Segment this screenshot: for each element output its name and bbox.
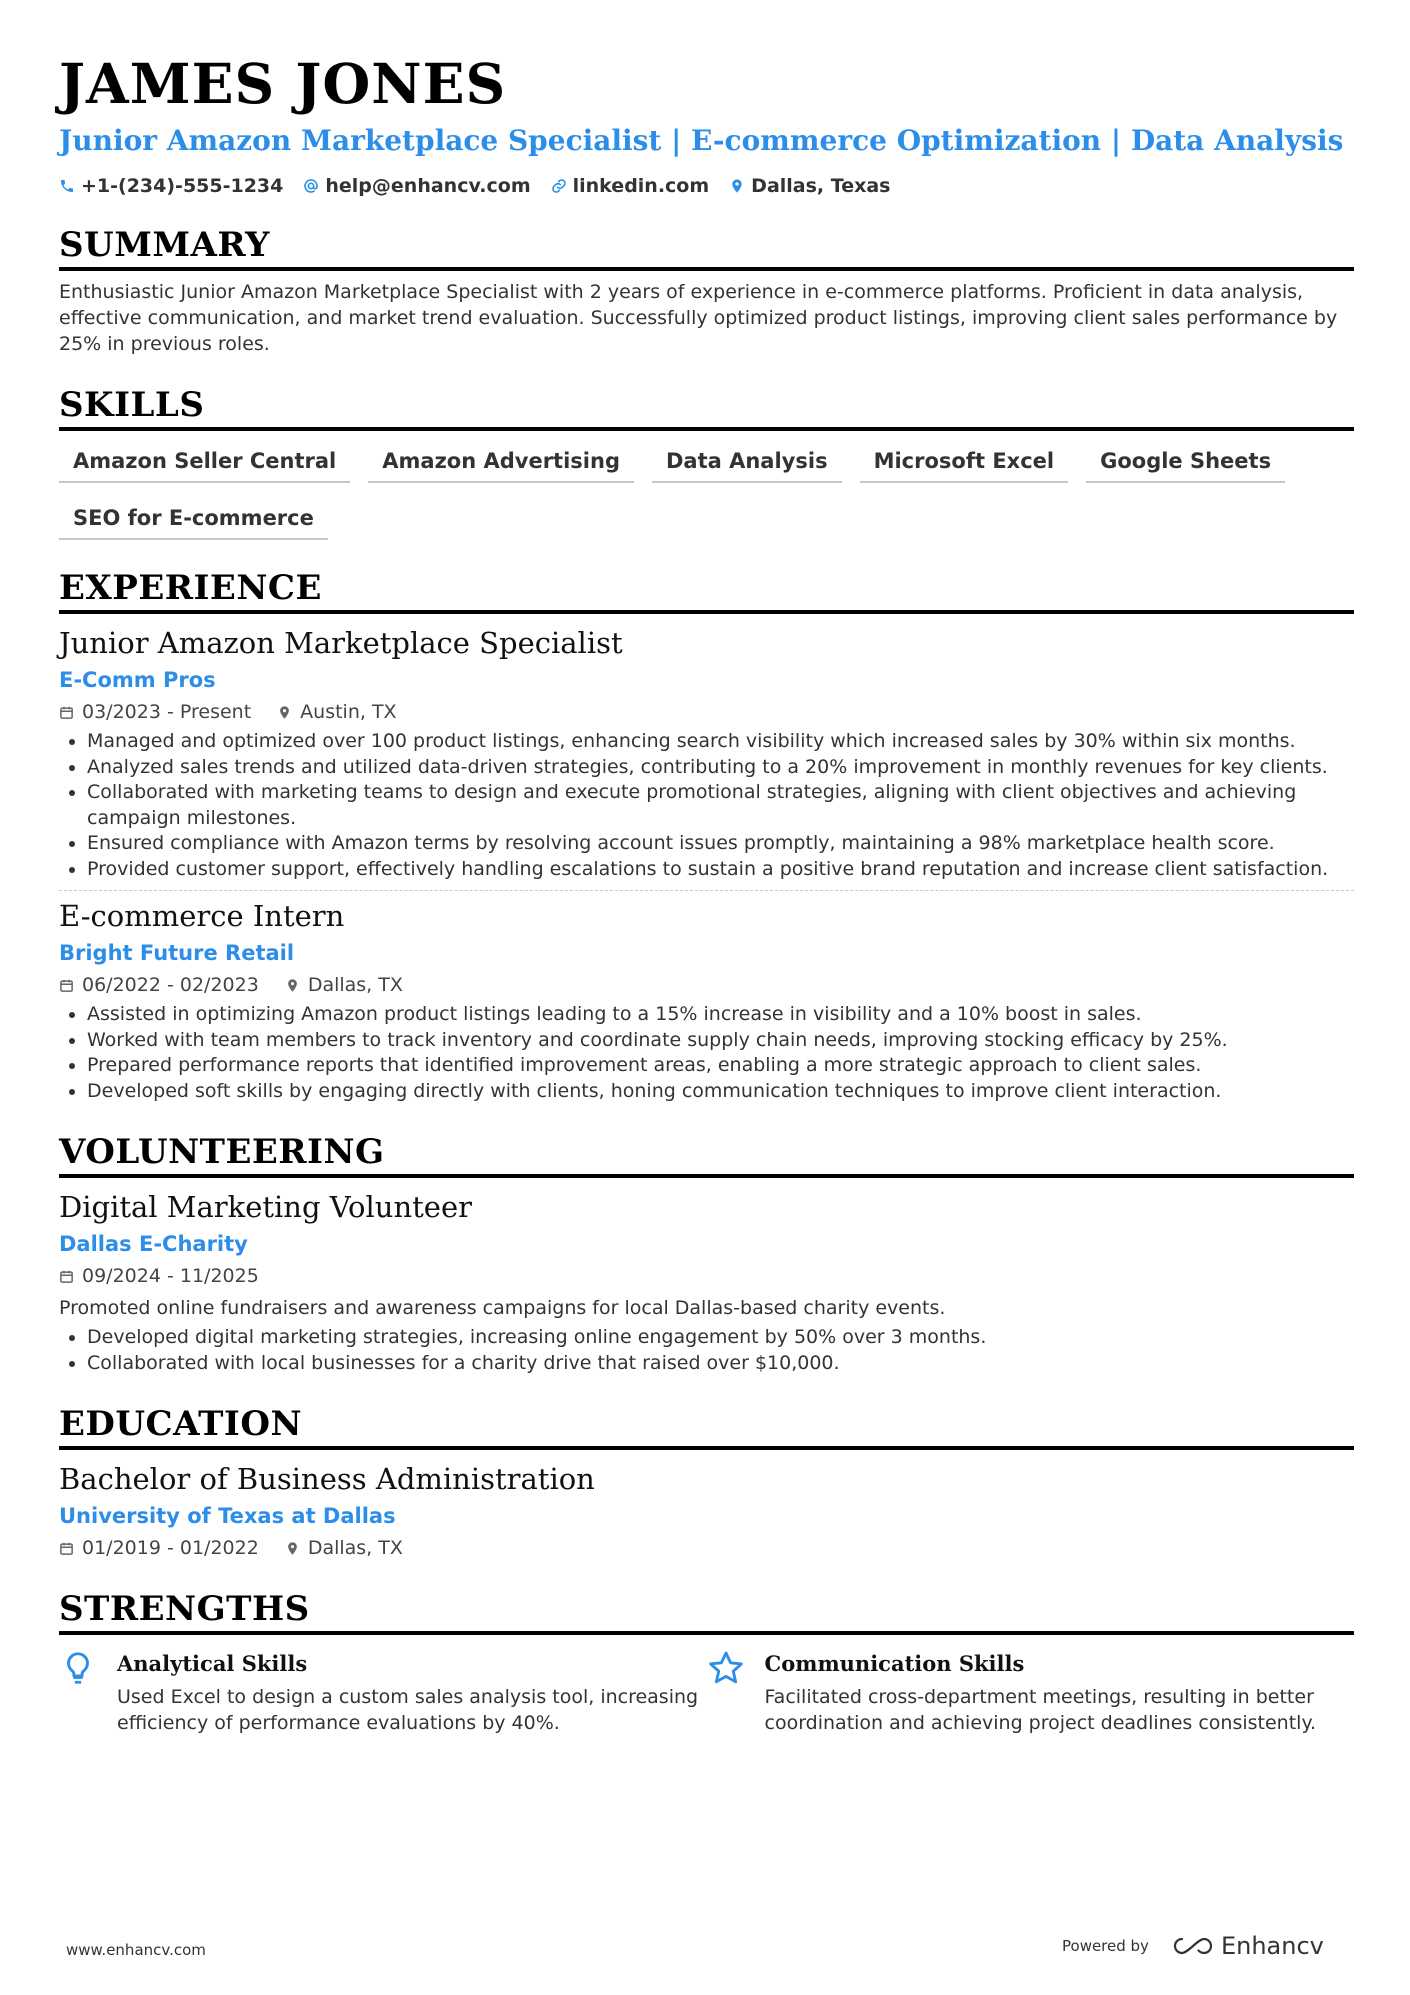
strength-item — [707, 1649, 1355, 1736]
skills-list — [59, 444, 1354, 540]
skill-tag: SEO for E-commerce — [59, 501, 328, 540]
job-meta — [59, 699, 1354, 725]
strength-description: Facilitated cross-department meetings, resulting in better coordination and achieving project deadlines consistently. — [764, 1686, 1317, 1734]
list-item: • Ensured compliance with Amazon terms by resolving account issues promptly, maintaining a 98% marketplace health score. — [87, 831, 1354, 857]
calendar-icon — [59, 705, 74, 720]
skill-tag: Amazon Advertising — [368, 444, 634, 483]
location-text: Austin, TX — [300, 701, 397, 723]
skill-tag: Data Analysis — [652, 444, 842, 483]
volunteer-org: Dallas E-Charity — [59, 1232, 248, 1256]
job-location — [285, 972, 403, 998]
degree-title: Bachelor of Business Administration — [59, 1462, 595, 1496]
list-item: • Collaborated with marketing teams to design and execute promotional strategies, aligning with client objectives and achieving campaign milestones. — [87, 780, 1354, 831]
location-text: Dallas, TX — [307, 1537, 403, 1559]
email-text: help@enhancv.com — [325, 175, 531, 197]
job-location — [277, 699, 396, 725]
brand-name: Enhancv — [1220, 1932, 1324, 1960]
list-item: • Worked with team members to track inventory and coordinate supply chain needs, improving stocking efficacy by 25%. — [87, 1028, 1354, 1054]
list-item: • Prepared performance reports that identified improvement areas, enabling a more strategic approach to client sales. — [87, 1053, 1354, 1079]
achievement-list — [59, 1002, 1354, 1104]
contact-location — [729, 175, 890, 197]
resume-page — [59, 46, 1354, 1736]
volunteer-dates — [59, 1263, 259, 1289]
contact-phone[interactable] — [59, 175, 283, 197]
contact-linkedin[interactable] — [551, 175, 710, 197]
experience-entry — [59, 624, 1354, 882]
experience-entry — [59, 897, 1354, 1104]
entry-divider — [59, 890, 1354, 891]
candidate-headline: Junior Amazon Marketplace Specialist | E-commerce Optimization | Data Analysis — [59, 124, 1344, 157]
phone-text: +1-(234)-555-1234 — [81, 175, 284, 197]
infinity-logo-icon — [1171, 1935, 1215, 1957]
linkedin-text: linkedin.com — [572, 175, 710, 197]
company-name: E-Comm Pros — [59, 668, 216, 692]
skill-tag: Google Sheets — [1086, 444, 1285, 483]
volunteer-description: Promoted online fundraisers and awareness campaigns for local Dallas-based charity events. — [59, 1297, 946, 1319]
job-dates — [59, 699, 251, 725]
education-meta — [59, 1535, 1354, 1561]
skill-tag: Microsoft Excel — [860, 444, 1069, 483]
skills-heading: SKILLS — [59, 383, 1354, 431]
job-dates — [59, 972, 259, 998]
contact-email[interactable] — [303, 175, 530, 197]
list-item: • Developed digital marketing strategies, increasing online engagement by 50% over 3 months. — [87, 1325, 1354, 1351]
phone-icon — [59, 178, 75, 194]
education-entry — [59, 1460, 1354, 1561]
strengths-heading: STRENGTHS — [59, 1587, 1354, 1635]
map-pin-icon — [285, 1541, 300, 1556]
calendar-icon — [59, 978, 74, 993]
strength-title: Communication Skills — [764, 1651, 1025, 1676]
footer-branding — [1062, 1932, 1324, 1960]
volunteer-meta — [59, 1263, 1354, 1289]
location-text: Dallas, TX — [307, 974, 403, 996]
strength-title: Analytical Skills — [117, 1651, 308, 1676]
enhancv-logo[interactable] — [1171, 1932, 1324, 1960]
list-item: • Collaborated with local businesses for a charity drive that raised over $10,000. — [87, 1351, 1354, 1377]
volunteering-entry — [59, 1188, 1354, 1376]
footer-website[interactable]: www.enhancv.com — [66, 1941, 206, 1959]
achievement-list — [59, 1325, 1354, 1376]
date-range: 06/2022 - 02/2023 — [82, 974, 259, 996]
experience-heading: EXPERIENCE — [59, 566, 1354, 614]
volunteering-heading: VOLUNTEERING — [59, 1130, 1354, 1178]
summary-heading: SUMMARY — [59, 223, 1354, 271]
contact-bar — [59, 175, 1354, 197]
company-name: Bright Future Retail — [59, 941, 295, 965]
lightbulb-icon — [59, 1649, 97, 1687]
list-item: • Managed and optimized over 100 product listings, enhancing search visibility which increased sales by 30% within six months. — [87, 729, 1354, 755]
date-range: 01/2019 - 01/2022 — [82, 1537, 259, 1559]
calendar-icon — [59, 1541, 74, 1556]
at-icon — [303, 178, 319, 194]
map-pin-icon — [729, 178, 745, 194]
map-pin-icon — [277, 705, 292, 720]
school-name: University of Texas at Dallas — [59, 1504, 396, 1528]
calendar-icon — [59, 1269, 74, 1284]
job-meta — [59, 972, 1354, 998]
strength-item — [59, 1649, 707, 1736]
date-range: 03/2023 - Present — [82, 701, 252, 723]
map-pin-icon — [285, 978, 300, 993]
date-range: 09/2024 - 11/2025 — [82, 1265, 259, 1287]
job-title: Junior Amazon Marketplace Specialist — [59, 626, 623, 660]
achievement-list — [59, 729, 1354, 882]
list-item: • Developed soft skills by engaging directly with clients, honing communication techniques to improve client interaction. — [87, 1079, 1354, 1105]
location-text: Dallas, Texas — [751, 175, 891, 197]
list-item: • Provided customer support, effectively handling escalations to sustain a positive brand reputation and increase client satisfaction. — [87, 857, 1354, 883]
strength-description: Used Excel to design a custom sales analysis tool, increasing efficiency of performance evaluations by 40%. — [117, 1686, 699, 1734]
summary-text: Enthusiastic Junior Amazon Marketplace Specialist with 2 years of experience in e-commerce platforms. Proficient in data analysis, effective communication, and market trend evaluation. Successfully optimized product listings, improving client sales performance by 25% in previous roles. — [59, 281, 1338, 355]
education-heading: EDUCATION — [59, 1402, 1354, 1450]
education-location — [285, 1535, 403, 1561]
list-item: • Analyzed sales trends and utilized data-driven strategies, contributing to a 20% improvement in monthly revenues for key clients. — [87, 755, 1354, 781]
list-item: • Assisted in optimizing Amazon product listings leading to a 15% increase in visibility and a 10% boost in sales. — [87, 1002, 1354, 1028]
candidate-name: JAMES JONES — [59, 51, 507, 116]
link-icon — [551, 178, 567, 194]
volunteer-role: Digital Marketing Volunteer — [59, 1190, 472, 1224]
education-dates — [59, 1535, 259, 1561]
skill-tag: Amazon Seller Central — [59, 444, 350, 483]
job-title: E-commerce Intern — [59, 899, 345, 933]
strengths-list — [59, 1649, 1354, 1736]
powered-by-label: Powered by — [1062, 1937, 1149, 1955]
star-icon — [707, 1649, 745, 1687]
